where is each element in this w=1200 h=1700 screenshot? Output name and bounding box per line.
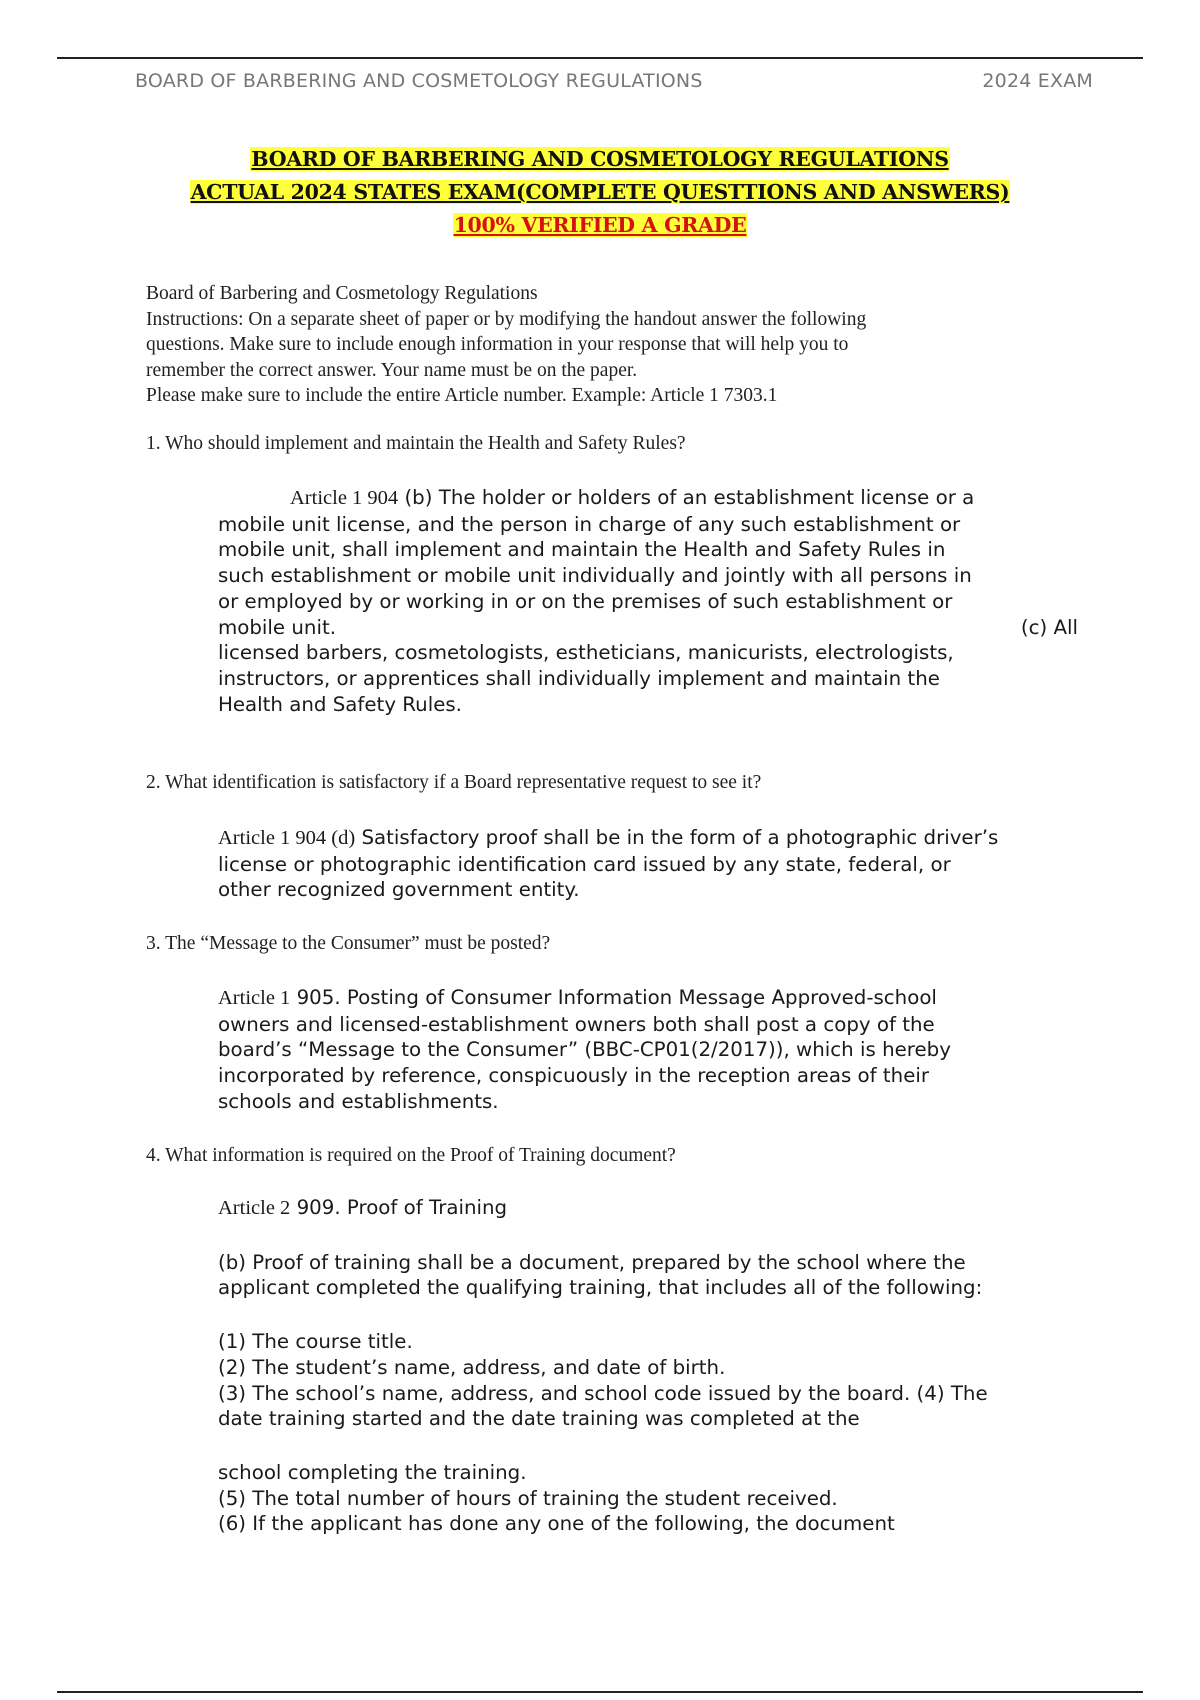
running-header-title: BOARD OF BARBERING AND COSMETOLOGY REGULATIONS [135,70,703,92]
intro-line-1: Board of Barbering and Cosmetology Regulations [146,283,538,304]
answer-4-b-line-2: applicant completed the qualifying training, that includes all of the following: [218,1276,983,1300]
question-1: 1. Who should implement and maintain the Health and Safety Rules? [146,433,686,454]
answer-1-line-4: such establishment or mobile unit individually and jointly with all persons in [218,564,972,588]
answer-2 [218,825,1078,903]
answer-4-heading: 909. Proof of Training [296,1196,508,1219]
intro-line-3: questions. Make sure to include enough information in your response that will help you to [146,334,849,355]
answer-3-line-1: 905. Posting of Consumer Information Message Approved-school [296,986,937,1009]
answer-1-line-6b: (c) All [1020,615,1078,639]
answer-1 [218,485,1078,717]
answer-2-ref: Article 1 904 (d) [218,827,356,849]
answer-3-ref: Article 1 [218,987,291,1009]
running-header-exam: 2024 EXAM [982,70,1093,92]
answer-1-ref: Article 1 904 [290,487,399,509]
question-2: 2. What identification is satisfactory if a Board representative request to see it? [146,772,762,793]
question-3: 3. The “Message to the Consumer” must be posted? [146,933,551,954]
answer-1-line-9: Health and Safety Rules. [218,692,462,716]
title-line-1: BOARD OF BARBERING AND COSMETOLOGY REGULATIONS [251,147,949,171]
answer-1-line-7: licensed barbers, cosmetologists, estheticians, manicurists, electrologists, [218,641,954,665]
answer-4-ref: Article 2 [218,1197,291,1219]
answer-4-item-7: (6) If the applicant has done any one of the following, the document [218,1512,895,1536]
title-line-2: ACTUAL 2024 STATES EXAM(COMPLETE QUESTTIONS AND ANSWERS) [190,180,1010,204]
title-line-3: 100% VERIFIED A GRADE [453,213,747,237]
instructions [146,281,1006,409]
answer-4-item-1: (1) The course title. [218,1330,413,1354]
answer-4-item-6: (5) The total number of hours of training the student received. [218,1486,838,1510]
answer-4-b-line-1: (b) Proof of training shall be a document, prepared by the school where the [218,1250,966,1274]
answer-1-line-2: mobile unit license, and the person in charge of any such establishment or [218,512,961,536]
answer-2-line-1: Satisfactory proof shall be in the form of a photographic driver’s [361,826,999,849]
answer-4-item-4: date training started and the date training was completed at the [218,1407,860,1431]
answer-3 [218,985,1078,1115]
answer-4-item-3: (3) The school’s name, address, and school code issued by the board. (4) The [218,1381,988,1405]
answer-1-line-8: instructors, or apprentices shall individually implement and maintain the [218,666,940,690]
answer-4 [218,1195,1078,1537]
answer-2-line-2: license or photographic identification card issued by any state, federal, or [218,852,951,876]
answer-4-item-2: (2) The student’s name, address, and date of birth. [218,1355,726,1379]
answer-4-item-5: school completing the training. [218,1460,527,1484]
question-4: 4. What information is required on the Proof of Training document? [146,1145,676,1166]
answer-3-line-4: incorporated by reference, conspicuously in the reception areas of their [218,1064,930,1088]
answer-2-line-3: other recognized government entity. [218,878,580,902]
document-title [0,143,1200,242]
answer-3-line-2: owners and licensed-establishment owners both shall post a copy of the [218,1012,935,1036]
intro-line-5: Please make sure to include the entire Article number. Example: Article 1 7303.1 [146,385,778,406]
answer-1-line-6a: mobile unit. [218,615,336,639]
answer-1-line-1: (b) The holder or holders of an establishment license or a [404,486,975,509]
intro-line-2: Instructions: On a separate sheet of paper or by modifying the handout answer the following [146,308,867,330]
intro-line-4: remember the correct answer. Your name must be on the paper. [146,359,638,381]
answer-3-line-3: board’s “Message to the Consumer” (BBC-CP01(2/2017)), which is hereby [218,1038,951,1062]
answer-3-line-5: schools and establishments. [218,1089,499,1113]
bottom-rule [57,1691,1143,1693]
answer-1-line-3: mobile unit, shall implement and maintain the Health and Safety Rules in [218,538,946,562]
answer-1-line-5: or employed by or working in or on the premises of such establishment or [218,589,953,613]
top-rule [57,57,1143,59]
